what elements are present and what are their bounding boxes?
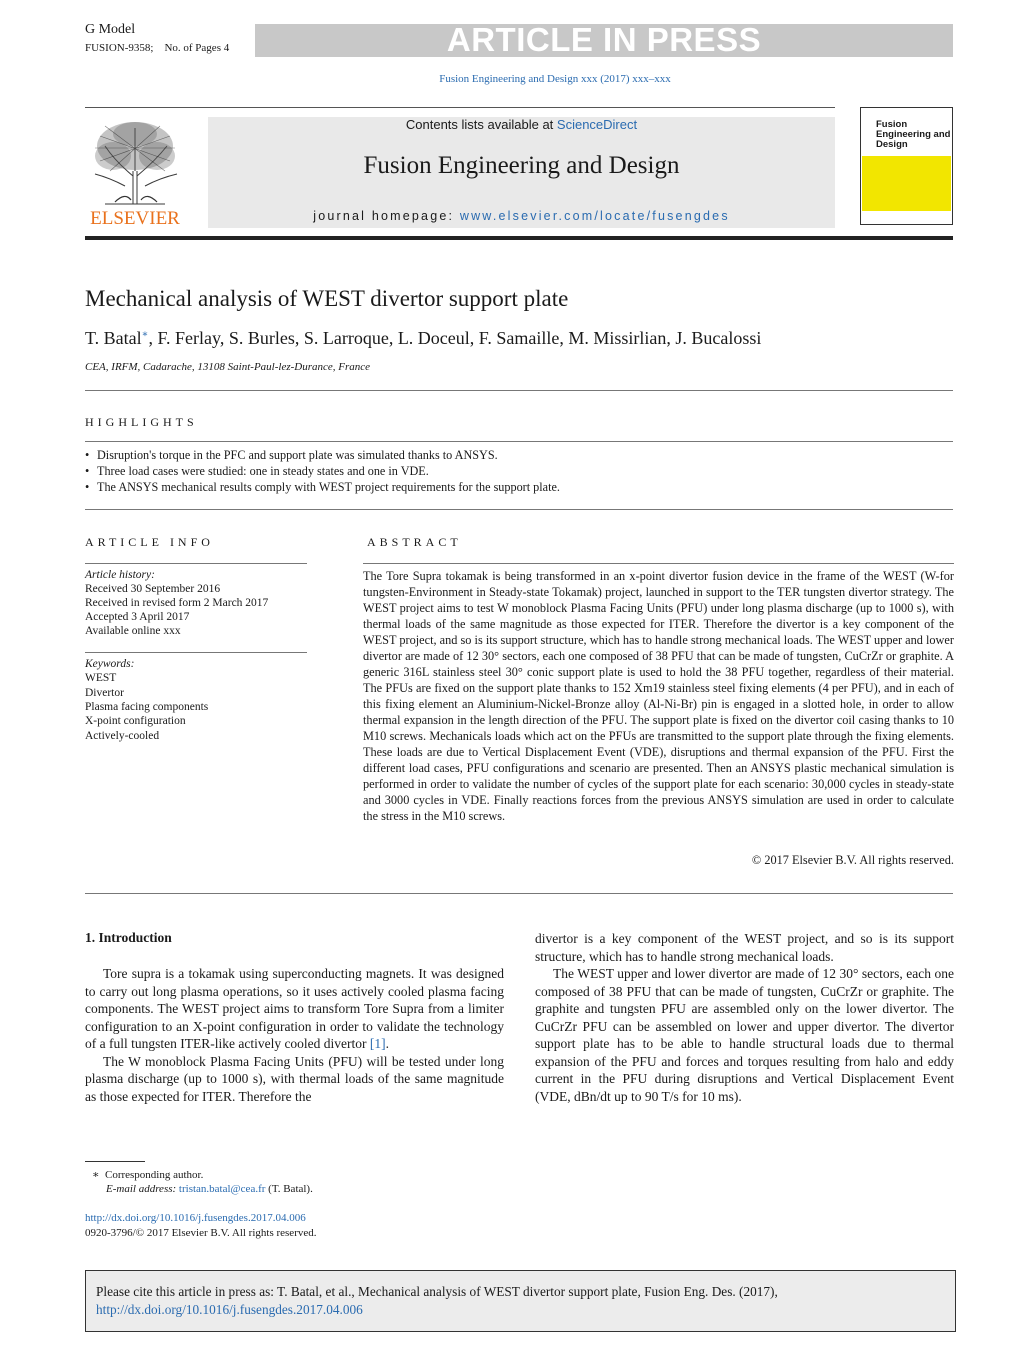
sciencedirect-link[interactable]: ScienceDirect bbox=[556, 117, 638, 132]
bullet-icon: • bbox=[85, 464, 90, 478]
elsevier-wordmark: ELSEVIER bbox=[90, 208, 180, 228]
no-of-pages: No. of Pages 4 bbox=[164, 42, 230, 54]
keyword: Divertor bbox=[85, 687, 124, 699]
footnote-rule bbox=[85, 1161, 145, 1162]
authors-rest: , F. Ferlay, S. Burles, S. Larroque, L. Doceul, F. Samaille, M. Missirlian, J. Bucalossi bbox=[148, 328, 762, 348]
email-link[interactable]: tristan.batal@cea.fr bbox=[178, 1183, 266, 1195]
homepage-label: journal homepage: bbox=[313, 209, 460, 223]
paragraph: The W monoblock Plasma Facing Units (PFU) will be tested under long plasma discharge (up to 1000 s), with thermal loads of the same magnitude as those expected for ITER. Therefore the bbox=[85, 1053, 504, 1104]
email-suffix: (T. Batal). bbox=[265, 1183, 313, 1195]
author-corresponding: T. Batal bbox=[85, 328, 142, 348]
fusion-id: FUSION-9358; bbox=[85, 42, 154, 54]
issn-line: 0920-3796/© 2017 Elsevier B.V. All rights reserved. bbox=[85, 1227, 317, 1239]
divider bbox=[85, 390, 953, 391]
keywords-label: Keywords: bbox=[85, 658, 135, 670]
keyword: X-point configuration bbox=[85, 715, 186, 727]
keyword: Plasma facing components bbox=[85, 701, 209, 713]
doi-link[interactable]: http://dx.doi.org/10.1016/j.fusengdes.2017.04.006 bbox=[85, 1212, 306, 1224]
g-model-label: G Model bbox=[85, 22, 136, 37]
highlight-text: Disruption's torque in the PFC and support plate was simulated thanks to ANSYS. bbox=[97, 448, 498, 462]
paragraph: The WEST upper and lower divertor are made of 12 30° sectors, each one composed of 38 PFU that can be made of tungsten, CuCrZr or graphite. The graphite and tungsten PFU are assembled only on the lower divertor. The CuCrZr PFU can be assembled on lower and upper divertor. The divertor support plate has to be able to handle structural loads due to thermal expansion of the PFU and forces and torques resulting from halo and eddy current in the PFU during disruptions and Vertical Displacement Event (VDE, dBn/dt up to 90 T/s for 10 ms). bbox=[535, 966, 954, 1104]
email-footnote bbox=[106, 1183, 313, 1195]
history-item: Received 30 September 2016 bbox=[85, 583, 221, 595]
highlight-item bbox=[85, 464, 429, 479]
highlight-item bbox=[85, 448, 498, 463]
corresponding-author-mark[interactable]: ∗ bbox=[141, 329, 149, 340]
elsevier-tree-icon bbox=[85, 116, 185, 228]
divider bbox=[85, 893, 953, 894]
body-right-column bbox=[535, 930, 954, 1105]
email-label: E-mail address: bbox=[106, 1183, 179, 1195]
history-item: Received in revised form 2 March 2017 bbox=[85, 597, 269, 609]
paragraph: divertor is a key component of the WEST project, and so is its support structure, which has to handle strong mechanical loads. bbox=[535, 931, 954, 964]
bullet-icon: • bbox=[85, 480, 90, 494]
manuscript-id bbox=[85, 42, 229, 54]
divider bbox=[85, 509, 953, 510]
divider bbox=[85, 441, 953, 442]
contents-prefix: Contents lists available at bbox=[405, 117, 557, 132]
header-rule bbox=[85, 107, 835, 108]
divider bbox=[363, 563, 954, 564]
article-in-press-label: ARTICLE IN PRESS bbox=[446, 21, 762, 58]
keyword: Actively-cooled bbox=[85, 730, 160, 742]
article-info-heading: ARTICLE INFO bbox=[85, 535, 214, 549]
abstract-copyright: © 2017 Elsevier B.V. All rights reserved. bbox=[751, 853, 954, 867]
affiliation: CEA, IRFM, Cadarache, 13108 Saint-Paul-lez-Durance, France bbox=[85, 361, 371, 373]
corresponding-footnote bbox=[92, 1168, 203, 1181]
highlight-text: Three load cases were studied: one in steady states and one in VDE. bbox=[97, 464, 429, 478]
abstract-heading: ABSTRACT bbox=[367, 535, 462, 549]
keyword: WEST bbox=[85, 672, 117, 684]
footnote-text: Corresponding author. bbox=[104, 1169, 204, 1181]
history-item: Accepted 3 April 2017 bbox=[85, 611, 190, 623]
citation-ref-link[interactable]: [1] bbox=[369, 1036, 386, 1051]
paragraph-text: Tore supra is a tokamak using superconducting magnets. It was designed to carry out long plasma operations, so it uses actively cooled plasma facing components. The WEST project aims to transform Tore Supra from a limiter configuration to an X-point configuration in order to validate the technology of a full tungsten ITER-like actively cooled divertor bbox=[85, 966, 504, 1051]
journal-cover-title: Fusion Engineering and Design bbox=[876, 119, 951, 150]
author-list bbox=[85, 328, 761, 349]
history-item: Available online xxx bbox=[85, 625, 181, 637]
journal-cover-band bbox=[862, 156, 951, 211]
elsevier-logo bbox=[85, 116, 185, 228]
highlight-item bbox=[85, 480, 560, 495]
paragraph-text: . bbox=[385, 1036, 390, 1051]
bullet-icon: • bbox=[85, 448, 90, 462]
contents-lists-line bbox=[208, 117, 835, 132]
footnote-mark: ∗ bbox=[92, 1169, 100, 1181]
citation-text bbox=[96, 1283, 946, 1318]
highlight-text: The ANSYS mechanical results comply with WEST project requirements for the support plate. bbox=[97, 480, 560, 494]
journal-reference[interactable]: Fusion Engineering and Design xxx (2017) xxx–xxx bbox=[439, 73, 671, 85]
paragraph bbox=[85, 965, 504, 1053]
cite-doi-link[interactable]: http://dx.doi.org/10.1016/j.fusengdes.2017.04.006 bbox=[96, 1301, 363, 1317]
article-history-label: Article history: bbox=[85, 569, 155, 581]
journal-homepage bbox=[208, 209, 835, 223]
article-title: Mechanical analysis of WEST divertor support plate bbox=[85, 286, 569, 311]
cite-text: Please cite this article in press as: T. Batal, et al., Mechanical analysis of WEST divertor support plate, Fusion Eng. Des. (2017), bbox=[96, 1284, 778, 1299]
divider bbox=[85, 652, 307, 653]
divider bbox=[85, 563, 307, 564]
homepage-link[interactable]: www.elsevier.com/locate/fusengdes bbox=[459, 209, 730, 223]
highlights-heading: HIGHLIGHTS bbox=[85, 415, 198, 429]
header-thick-rule bbox=[85, 236, 953, 240]
section-heading: 1. Introduction bbox=[85, 930, 172, 945]
journal-name: Fusion Engineering and Design bbox=[363, 152, 680, 179]
abstract-text: The Tore Supra tokamak is being transformed in an x-point divertor fusion device in the frame of the WEST (W-for tungsten-Environment in Steady-state Tokamak) project, launched in support to the TER tungsten divertor strategy. The WEST project aims to test W monoblock Plasma Facing Units (PFU) under long plasma discharge (up to 1000 s), with thermal loads of the same magnitude as those expected for ITER. Therefore the divertor is a key component of the WEST project, and so is its support structure, which has to handle strong mechanical loads. The WEST upper and lower divertor are made of 12 30° sectors, each one composed of 38 PFU that can be made of tungsten, CuCrZr or graphite. A generic 316L stainless steel 30° conic support plate is used to hold the 38 PFU together, regardless of their material. The PFUs are fixed on the support plate thanks to 152 Xm19 stainless steel fixing elements (4 per PFU), and in each of this fixing element an Aluminium-Nickel-Bronze alloy (Al-Ni-Br) pin is engaged in a slotted hole, in order to allow thermal expansion in the length direction of the PFU. The support plate is fixed on the divertor coil casing thanks to 10 M10 screws. Mechanicals loads which act on the PFUs are transmitted to the support plate through the fixing elements. These loads are due to Vertical Displacement Event (VDE), disruptions and thermal expansion of the PFU. First the different load cases, PFU configurations and scenario are presented. Then an ANSYS plastic mechanical simulation is performed in order to validate the number of cycles of the support plate for each scenario: 30,000 cycles in steady-state and 3000 cycles in VDE. Finally reactions forces from the previous ANSYS simulation are used in order to calculate the stress in the M10 screws. bbox=[363, 569, 954, 823]
body-left-column bbox=[85, 965, 504, 1105]
